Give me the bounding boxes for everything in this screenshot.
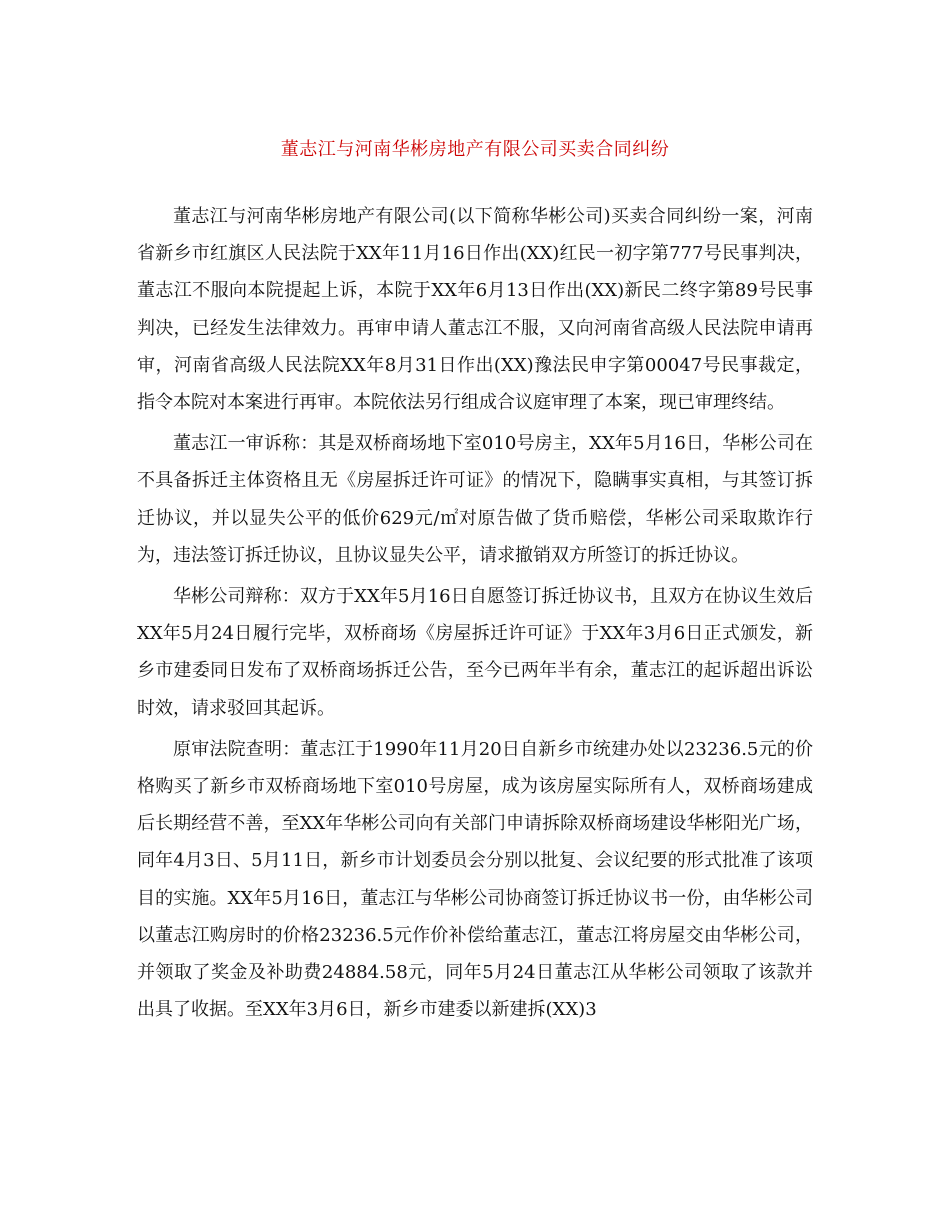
paragraph-findings: 原审法院查明：董志江于1990年11月20日自新乡市统建办处以23236.5元的价格购买了新乡市双桥商场地下室010号房屋，成为该房屋实际所有人，双桥商场建成后长期经营不善，至XX年华彬公司向有关部门申请拆除双桥商场建设华彬阳光广场，同年4月3日、5月11日，新乡市计划委员会分别以批复、会议纪要的形式批准了该项目的实施。XX年5月16日，董志江与华彬公司协商签订拆迁协议书一份，由华彬公司以董志江购房时的价格23236.5元作价补偿给董志江，董志江将房屋交由华彬公司，并领取了奖金及补助费24884.58元，同年5月24日董志江从华彬公司领取了该款并出具了收据。至XX年3月6日，新乡市建委以新建拆(XX)3 [137, 738, 813, 1021]
paragraph-case-summary: 董志江与河南华彬房地产有限公司(以下简称华彬公司)买卖合同纠纷一案，河南省新乡市红旗区人民法院于XX年11月16日作出(XX)红民一初字第777号民事判决，董志江不服向本院提起上诉，本院于XX年6月13日作出(XX)新民二终字第89号民事判决，已经发生法律效力。再审申请人董志江不服，又向河南省高级人民法院申请再审，河南省高级人民法院XX年8月31日作出(XX)豫法民申字第00047号民事裁定，指令本院对本案进行再审。本院依法另行组成合议庭审理了本案，现已审理终结。 [137, 206, 813, 414]
document-title: 董志江与河南华彬房地产有限公司买卖合同纠纷 [280, 139, 670, 160]
document-body [137, 198, 813, 1032]
paragraph-defendant-reply: 华彬公司辩称：双方于XX年5月16日自愿签订拆迁协议书，且双方在协议生效后XX年5月24日履行完毕，双桥商场《房屋拆迁许可证》于XX年3月6日正式颁发，新乡市建委同日发布了双桥商场拆迁公告，至今已两年半有余，董志江的起诉超出诉讼时效，请求驳回其起诉。 [137, 586, 813, 719]
paragraph-plaintiff-claim: 董志江一审诉称：其是双桥商场地下室010号房主，XX年5月16日，华彬公司在不具备拆迁主体资格且无《房屋拆迁许可证》的情况下，隐瞒事实真相，与其签订拆迁协议，并以显失公平的低价629元/㎡对原告做了货币赔偿，华彬公司采取欺诈行为，违法签订拆迁协议，且协议显失公平，请求撤销双方所签订的拆迁协议。 [137, 433, 813, 566]
